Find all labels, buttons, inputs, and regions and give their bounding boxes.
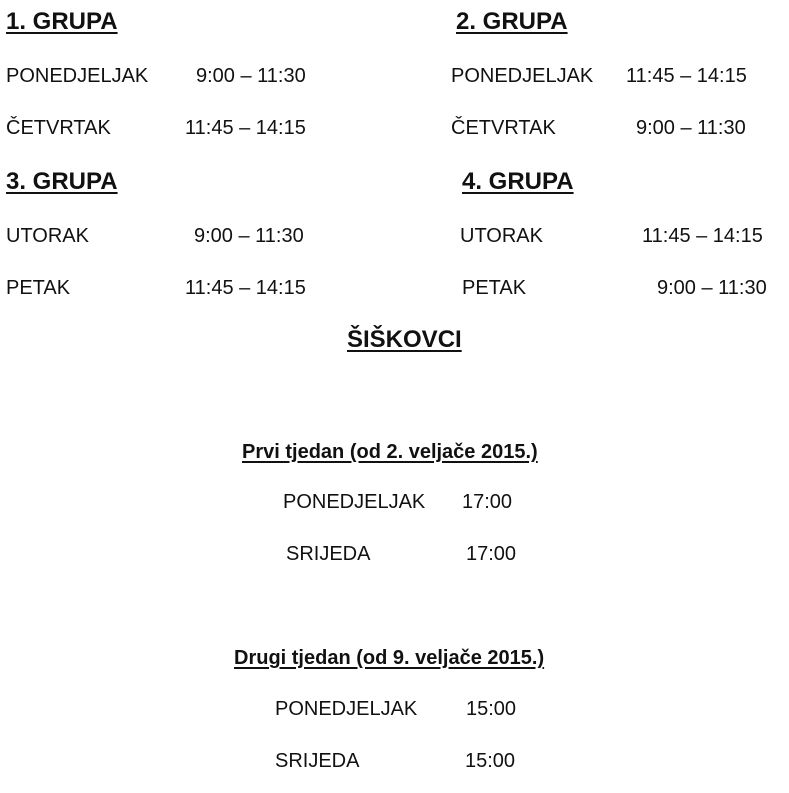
group-1-title: 1. GRUPA — [6, 8, 118, 35]
group-2-day-1: PONEDJELJAK — [451, 65, 594, 87]
week-2-time-2: 15:00 — [465, 750, 516, 772]
group-1-day-1: PONEDJELJAK — [6, 65, 149, 87]
week-1-time-1: 17:00 — [462, 491, 513, 513]
siskovci-title: ŠIŠKOVCI — [347, 326, 462, 353]
group-2-time-2: 9:00 – 11:30 — [636, 117, 746, 139]
week-2-time-1: 15:00 — [466, 698, 517, 720]
week-2-day-1: PONEDJELJAK — [275, 698, 418, 720]
week-2-day-2: SRIJEDA — [275, 750, 360, 772]
week-2-title: Drugi tjedan (od 9. veljače 2015.) — [234, 647, 545, 669]
group-4-title: 4. GRUPA — [462, 168, 574, 195]
group-3-title: 3. GRUPA — [6, 168, 118, 195]
group-4-time-1: 11:45 – 14:15 — [642, 225, 763, 247]
group-1-time-2: 11:45 – 14:15 — [185, 117, 306, 139]
group-4-day-2: PETAK — [462, 277, 527, 299]
group-2-title: 2. GRUPA — [456, 8, 568, 35]
group-3-day-1: UTORAK — [6, 225, 89, 247]
week-1-title: Prvi tjedan (od 2. veljače 2015.) — [242, 441, 538, 463]
group-3-time-1: 9:00 – 11:30 — [194, 225, 304, 247]
group-2-time-1: 11:45 – 14:15 — [626, 65, 747, 87]
week-1-day-1: PONEDJELJAK — [283, 491, 426, 513]
week-1-day-2: SRIJEDA — [286, 543, 371, 565]
group-3-day-2: PETAK — [6, 277, 71, 299]
group-1-time-1: 9:00 – 11:30 — [196, 65, 306, 87]
group-4-time-2: 9:00 – 11:30 — [657, 277, 767, 299]
group-4-day-1: UTORAK — [460, 225, 543, 247]
group-3-time-2: 11:45 – 14:15 — [185, 277, 306, 299]
week-1-time-2: 17:00 — [466, 543, 517, 565]
group-2-day-2: ČETVRTAK — [451, 117, 556, 139]
group-1-day-2: ČETVRTAK — [6, 117, 111, 139]
